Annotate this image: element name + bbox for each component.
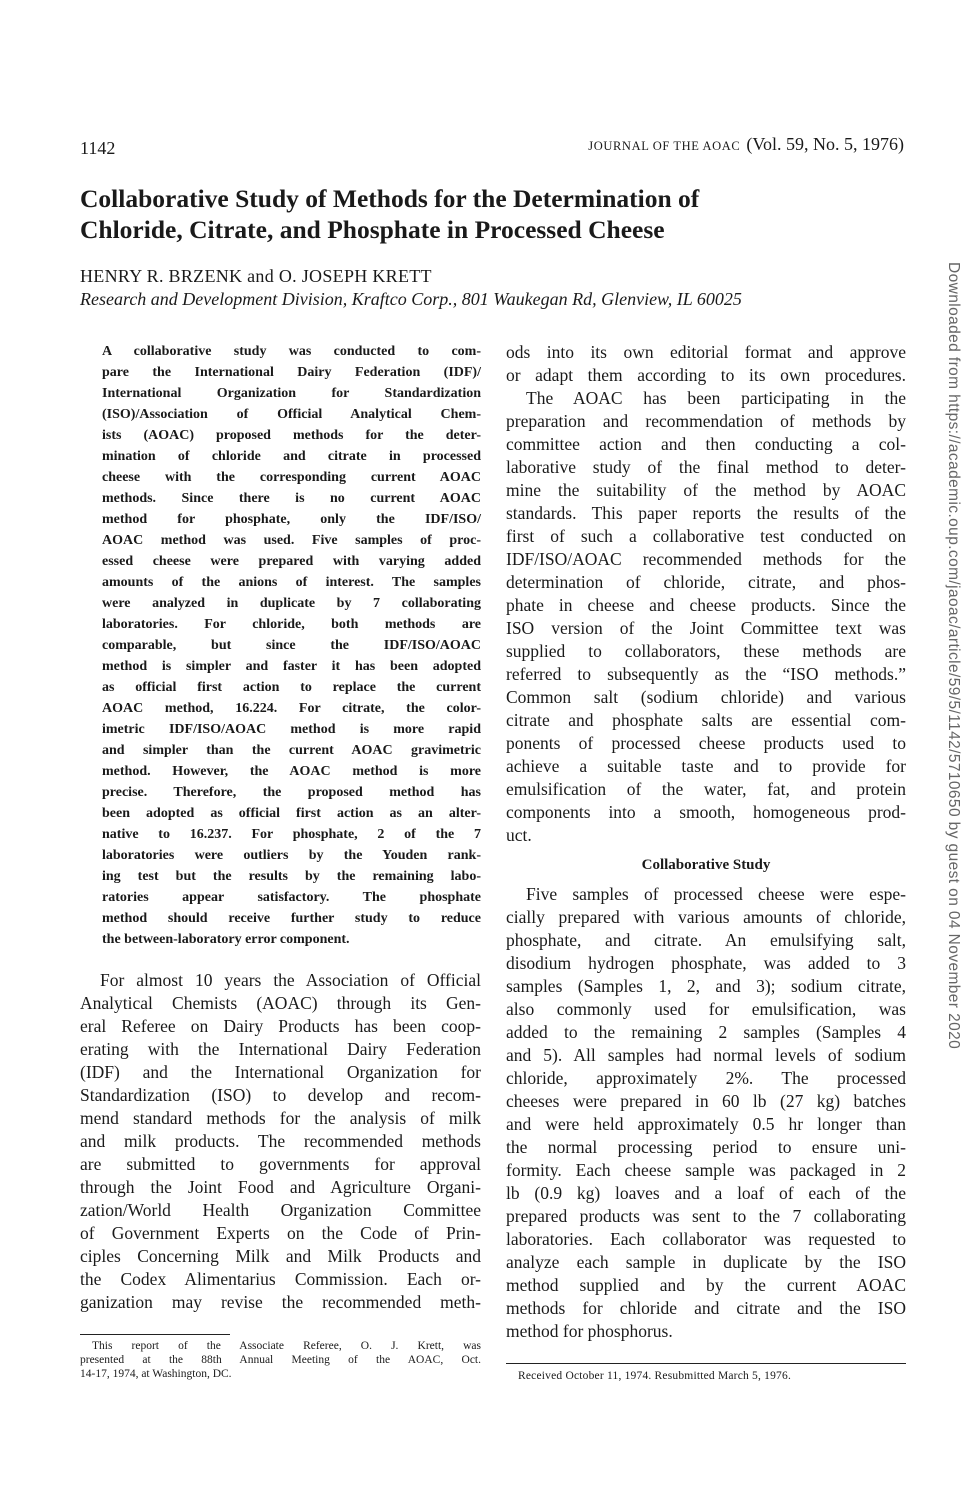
abstract [80, 341, 481, 950]
body-line: the Codex Alimentarius Commission. Each or- [80, 1269, 481, 1289]
body-line: also commonly used for emulsification, was [506, 999, 906, 1019]
authors: HENRY R. BRZENK and O. JOSEPH KRETT [80, 266, 432, 286]
page-number: 1142 [80, 138, 116, 158]
body-line: Common salt (sodium chloride) and various [506, 687, 906, 707]
abstract-line: (ISO)/Association of Official Analytical Chem- [102, 407, 481, 422]
download-watermark: Downloaded from https://academic.oup.com/jaoac/article/59/5/1142/5710650 by guest on 04 November 2020 [945, 262, 962, 1050]
abstract-line: comparable, but since the IDF/ISO/AOAC [102, 638, 481, 653]
body-line: and milk products. The recommended methods [80, 1131, 481, 1151]
abstract-line: laboratories were outliers by the Youden rank- [102, 848, 481, 863]
abstract-line: imetric IDF/ISO/AOAC method is more rapid [102, 722, 481, 737]
body-line: phosphate, and citrate. An emulsifying salt, [506, 930, 906, 950]
left-column [80, 341, 481, 1380]
body-line: laborative study of the final method to deter- [506, 457, 906, 477]
body-line: zation/World Health Organization Committee [80, 1200, 481, 1220]
body-line: formity. Each cheese sample was packaged in 2 [506, 1160, 906, 1180]
volume-info: (Vol. 59, No. 5, 1976) [746, 134, 904, 154]
body-line: IDF/ISO/AOAC recommended methods for the [506, 549, 906, 569]
body-line: or adapt them according to its own procedures. [506, 365, 906, 385]
abstract-line: ing test but the results by the remaining labo- [102, 869, 481, 884]
body-line: components into a smooth, homogeneous prod- [506, 802, 906, 822]
body-line: and were held approximately 0.5 hr longer than [506, 1114, 906, 1134]
footnote-line: 14-17, 1974, at Washington, DC. [80, 1368, 232, 1380]
received-divider [506, 1363, 906, 1364]
body-line: prepared products was sent to the 7 collaborating [506, 1206, 906, 1226]
body-line: committee action and then conducting a col- [506, 434, 906, 454]
introduction-paragraph [80, 969, 481, 1314]
body-line: referred to subsequently as the “ISO methods.” [506, 664, 906, 684]
body-line: The AOAC has been participating in the [526, 388, 906, 408]
body-line: Analytical Chemists (AOAC) through its Gen- [80, 993, 481, 1013]
body-line: ciples Concerning Milk and Milk Products and [80, 1246, 481, 1266]
body-line: analyze each sample in duplicate by the ISO [506, 1252, 906, 1272]
abstract-line: International Organization for Standardization [102, 386, 481, 401]
body-line: supplied to collaborators, these methods are [506, 641, 906, 661]
body-line: ISO version of the Joint Committee text was [506, 618, 906, 638]
footnote-line: This report of the Associate Referee, O. J. Krett, was [92, 1340, 481, 1352]
body-line: phate in cheese and cheese products. Since the [506, 595, 906, 615]
body-line: emulsification of the water, fat, and protein [506, 779, 906, 799]
body-line: determination of chloride, citrate, and phos- [506, 572, 906, 592]
abstract-line: method should receive further study to reduce [102, 911, 481, 926]
abstract-line: essed cheese were prepared with varying added [102, 554, 481, 569]
body-line: samples (Samples 1, 2, and 3); sodium citrate, [506, 976, 906, 996]
abstract-line: AOAC method was used. Five samples of proc- [102, 533, 481, 548]
continued-paragraph [506, 341, 906, 387]
body-line: ponents of processed cheese products used to [506, 733, 906, 753]
body-line: method for phosphorus. [506, 1321, 673, 1341]
body-line: preparation and recommendation of methods by [506, 411, 906, 431]
abstract-line: method. However, the AOAC method is more [102, 764, 481, 779]
body-line: cheeses were prepared in 60 lb (27 kg) batches [506, 1091, 906, 1111]
abstract-line: ists (AOAC) proposed methods for the deter- [102, 428, 481, 443]
body-line: first of such a collaborative test conducted on [506, 526, 906, 546]
body-line: mine the suitability of the method by AOAC [506, 480, 906, 500]
body-line: of Government Experts on the Code of Prin- [80, 1223, 481, 1243]
body-line: For almost 10 years the Association of Official [100, 970, 481, 990]
footnote-divider [80, 1334, 230, 1335]
abstract-line: pare the International Dairy Federation (IDF)/ [102, 365, 481, 380]
body-line: ganization may revise the recommended meth- [80, 1292, 481, 1312]
abstract-line: native to 16.237. For phosphate, 2 of the 7 [102, 827, 481, 842]
body-line: cially prepared with various amounts of chloride, [506, 907, 906, 927]
article-title [80, 183, 900, 245]
abstract-line: cheese with the corresponding current AOAC [102, 470, 481, 485]
body-line: ods into its own editorial format and approve [506, 342, 906, 362]
abstract-line: amounts of the anions of interest. The samples [102, 575, 481, 590]
body-line: uct. [506, 825, 532, 845]
abstract-line: were analyzed in duplicate by 7 collaborating [102, 596, 481, 611]
abstract-line: and simpler than the current AOAC gravimetric [102, 743, 481, 758]
body-line: laboratories. Each collaborator was requested to [506, 1229, 906, 1249]
body-line: standards. This paper reports the results of the [506, 503, 906, 523]
body-line: citrate and phosphate salts are essential com- [506, 710, 906, 730]
body-line: method supplied and by the current AOAC [506, 1275, 906, 1295]
body-line: Five samples of processed cheese were espe- [526, 884, 906, 904]
abstract-line: A collaborative study was conducted to com- [102, 344, 481, 359]
body-line: Standardization (ISO) to develop and recom- [80, 1085, 481, 1105]
abstract-line: AOAC method, 16.224. For citrate, the color- [102, 701, 481, 716]
abstract-line: precise. Therefore, the proposed method has [102, 785, 481, 800]
abstract-line: the between-laboratory error component. [102, 932, 350, 947]
title-line: Chloride, Citrate, and Phosphate in Processed Cheese [80, 215, 665, 244]
journal-name: JOURNAL OF THE AOAC [588, 139, 741, 153]
abstract-line: method for phosphate, only the IDF/ISO/ [102, 512, 481, 527]
affiliation: Research and Development Division, Kraftco Corp., 801 Waukegan Rd, Glenview, IL 60025 [80, 289, 742, 309]
title-line: Collaborative Study of Methods for the Determination of [80, 184, 700, 213]
body-line: methods for chloride and citrate and the ISO [506, 1298, 906, 1318]
running-head [588, 134, 904, 155]
body-line: eral Referee on Dairy Products has been coop- [80, 1016, 481, 1036]
abstract-line: laboratories. For chloride, both methods are [102, 617, 481, 632]
collaborative-study-paragraph [506, 883, 906, 1343]
aoac-participation-paragraph [506, 387, 906, 847]
abstract-line: methods. Since there is no current AOAC [102, 491, 481, 506]
body-line: are submitted to governments for approval [80, 1154, 481, 1174]
abstract-line: method is simpler and faster it has been adopted [102, 659, 481, 674]
body-line: chloride, approximately 2%. The processed [506, 1068, 906, 1088]
abstract-line: mination of chloride and citrate in processed [102, 449, 481, 464]
abstract-line: ratories appear satisfactory. The phosphate [102, 890, 481, 905]
body-line: and 5). All samples had normal levels of sodium [506, 1045, 906, 1065]
footnote-line: presented at the 88th Annual Meeting of the AOAC, Oct. [80, 1354, 481, 1366]
body-line: added to the remaining 2 samples (Samples 4 [506, 1022, 906, 1042]
body-line: mend standard methods for the analysis of milk [80, 1108, 481, 1128]
body-line: erating with the International Dairy Federation [80, 1039, 481, 1059]
footnote [80, 1339, 481, 1381]
abstract-line: as official first action to replace the current [102, 680, 481, 695]
body-line: through the Joint Food and Agriculture Organi- [80, 1177, 481, 1197]
body-line: disodium hydrogen phosphate, was added to 3 [506, 953, 906, 973]
body-line: achieve a suitable taste and to provide for [506, 756, 906, 776]
section-heading: Collaborative Study [641, 857, 771, 873]
right-column [506, 341, 906, 1382]
received-note: Received October 11, 1974. Resubmitted March 5, 1976. [518, 1370, 792, 1382]
body-line: (IDF) and the International Organization for [80, 1062, 481, 1082]
abstract-line: been adopted as official first action as an alter- [102, 806, 481, 821]
body-line: lb (0.9 kg) loaves and a loaf of each of the [506, 1183, 906, 1203]
body-line: the normal processing period to ensure uni- [506, 1137, 906, 1157]
